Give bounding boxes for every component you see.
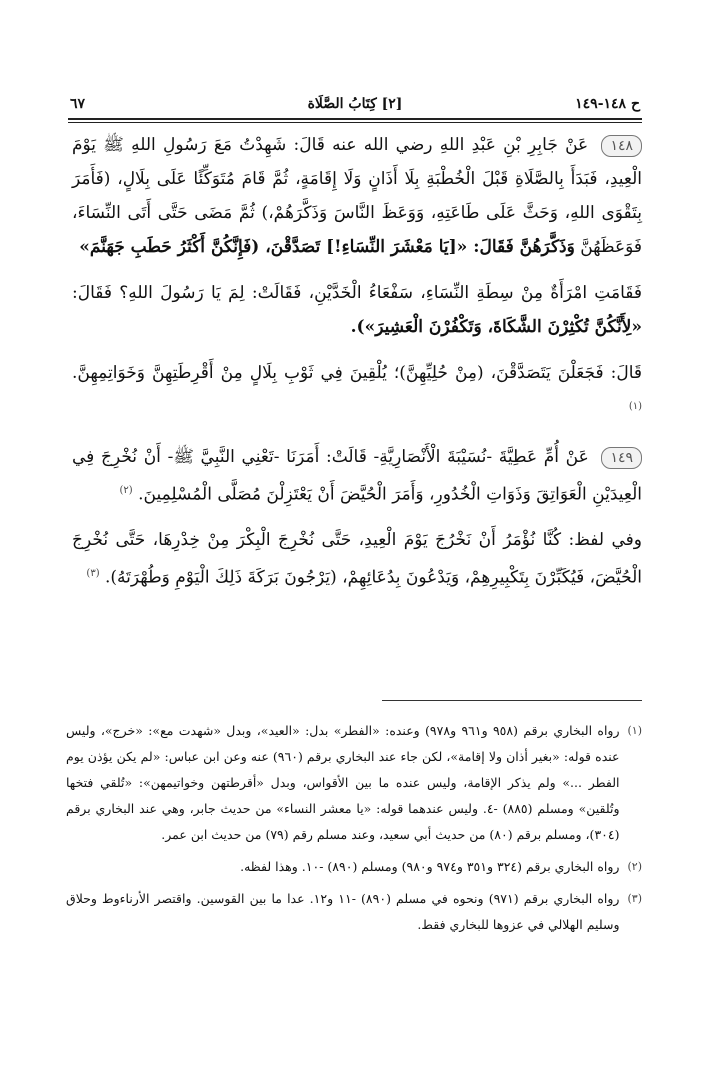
- chapter-title: [٢] كِتَابُ الصَّلَاة: [307, 96, 403, 112]
- footnote-text: رواه البخاري برقم (٩٧١) ونحوه في مسلم (٨٩٠) -١١ و١٢. عدا ما بين القوسين. واقتصر الأرناءوط وحلاق وسليم الهلالي في عزوها للبخاري فقط.: [66, 891, 620, 932]
- footnote-item: [66, 886, 642, 938]
- hadith-148-paragraph-3: [72, 356, 642, 428]
- hadith-line: قَالَ: فَجَعَلْنَ يَتَصَدَّقْنَ، (مِنْ حُلِيِّهِنَّ)؛ يُلْقِينَ فِي ثَوْبِ بِلَالٍ مِنْ أَقْرِطَتِهِنَّ: [151, 363, 642, 383]
- hadith-line: نُخْرِجَ الْحُيَّضَ، فَيُكَبِّرْنَ بِتَكْبِيرِهِمْ، وَيَدْعُونَ بِدُعَائِهِمْ، (يَرْجُونَ بَرَكَةَ ذَلِكَ الْيَوْمِ: [72, 530, 642, 588]
- hadith-line: فَبَدَأَ بِالصَّلَاةِ قَبْلَ الْخُطْبَةِ بِلَا أَذَانٍ وَلَا إِقَامَةٍ، ثُمَّ قَامَ مُتَوَكِّئًا عَلَى بِلَالٍ، (فَأَمَرَ بِتَقْوَى: [72, 169, 643, 223]
- hadith-line: اللهِ، وَحَثَّ عَلَى طَاعَتِهِ، وَوَعَظَ النَّاسَ وَذَكَّرَهُمْ،) ثُمَّ مَضَى حَتَّى أَتَى النِّسَاءَ، فَوَعَظَهُنَّ: [72, 203, 642, 257]
- hadith-number-badge: ١٤٨: [601, 135, 642, 157]
- hadith-148-paragraph-1: [72, 128, 642, 264]
- footnote-text: رواه البخاري برقم (٩٥٨ و٩٦١ و٩٧٨) وعنده: «الفطر» بدل: «العيد»، وبدل «شهدت مع»: «خرج»، وليس عنده قوله: «بغير أذان ولا إقامة»، لكن جاء عند البخاري برقم (٩٦٠) عنه وعن ابن عباس: «لم يكن يؤذن يوم الفطر ...» ولم يذكر الإقامة، وليس عنده ما بين الأقواس، وبدل «أقرطتهن وخواتيمهن»: «تُلقي فتخها وتُلقين» ومسلم (٨٨٥) -٤. وليس عندهما قوله: «يا معشر النساء» من حديث جابر، وهي عند البخاري برقم (٣٠٤)، ومسلم برقم (٨٠) من حديث أبي سعيد، وعند مسلم رقم (٧٩) من حديث ابن عمر.: [66, 723, 620, 842]
- running-header: [70, 92, 640, 116]
- footnote-item: [66, 854, 642, 880]
- hadith-line: فِي الْعِيدَيْنِ الْعَوَاتِقَ وَذَوَاتِ الْخُدُورِ، وَأَمَرَ الْحُيَّضَ أَنْ يَعْتَزِلْنَ مُصَلَّى الْمُسْلِمِينَ.: [72, 446, 642, 505]
- hadith-line: وَخَوَاتِمِهِنَّ.: [72, 363, 145, 383]
- main-text: [72, 128, 642, 595]
- footnote-number: (١): [627, 724, 642, 737]
- hadith-line: عَنْ جَابِرِ بْنِ عَبْدِ اللهِ رضي الله عنه قَالَ: شَهِدْتُ مَعَ رَسُولِ اللهِ ﷺ يَوْمَ الْعِيدِ،: [72, 135, 642, 189]
- hadith-line: «لِأَنَّكُنَّ تُكْثِرْنَ الشَّكَاةَ، وَتَكْفُرْنَ الْعَشِيرَ»).: [350, 317, 642, 337]
- hadith-line: وفي لفظ: كُنَّا نُؤْمَرُ أَنْ نَخْرُجَ يَوْمَ الْعِيدِ، حَتَّى نُخْرِجَ الْبِكْرَ مِنْ خِدْرِهَا، حَتَّى: [115, 530, 642, 551]
- hadith-149-paragraph-1: [72, 440, 642, 512]
- footnote-ref: (١): [628, 401, 642, 412]
- hadith-149-paragraph-2: [72, 523, 642, 595]
- hadith-line: فَقَامَتِ امْرَأَةٌ مِنْ سِطَةِ النِّسَاءِ، سَفْعَاءُ الْخَدَّيْنِ، فَقَالَتْ: لِمَ يَا رَسُولَ اللهِ؟ فَقَالَ:: [72, 283, 642, 303]
- hadith-line: عَنْ أُمِّ عَطِيَّةَ -نُسَيْبَةَ الْأَنْصَارِيَّةِ- قَالَتْ: أَمَرَنَا -تَعْنِي النَّبِيَّ ﷺ- أَنْ نُخْرِجَ: [100, 446, 589, 467]
- footnote-text: رواه البخاري برقم (٣٢٤ و٣٥١ و٩٧٤ و٩٨٠) ومسلم (٨٩٠) -١٠. وهذا لفظه.: [240, 859, 620, 874]
- footnote-ref: (٢): [119, 484, 133, 496]
- hadith-148-paragraph-2: [72, 276, 642, 344]
- footnotes: [66, 718, 642, 944]
- footnote-number: (٢): [627, 860, 642, 873]
- footnote-item: [66, 718, 642, 848]
- footnote-number: (٣): [627, 892, 642, 905]
- footnote-ref: (٣): [86, 568, 100, 580]
- header-rule: [68, 118, 642, 120]
- hadith-number-badge: ١٤٩: [601, 447, 642, 469]
- hadith-line: وَذَكَّرَهُنَّ فَقَالَ: «[يَا مَعْشَرَ النِّسَاءِ!] تَصَدَّقْنَ، (فَإِنَّكُنَّ أَكْثَرُ حَطَبِ جَهَنَّمَ»: [79, 237, 575, 257]
- header-rule-thin: [68, 122, 642, 123]
- hadith-line: وَطُهْرَتَهُ).: [105, 567, 170, 588]
- footnote-separator: [382, 700, 642, 701]
- page-number: ٦٧: [70, 96, 86, 112]
- hadith-range: ح ١٤٨-١٤٩: [575, 96, 640, 112]
